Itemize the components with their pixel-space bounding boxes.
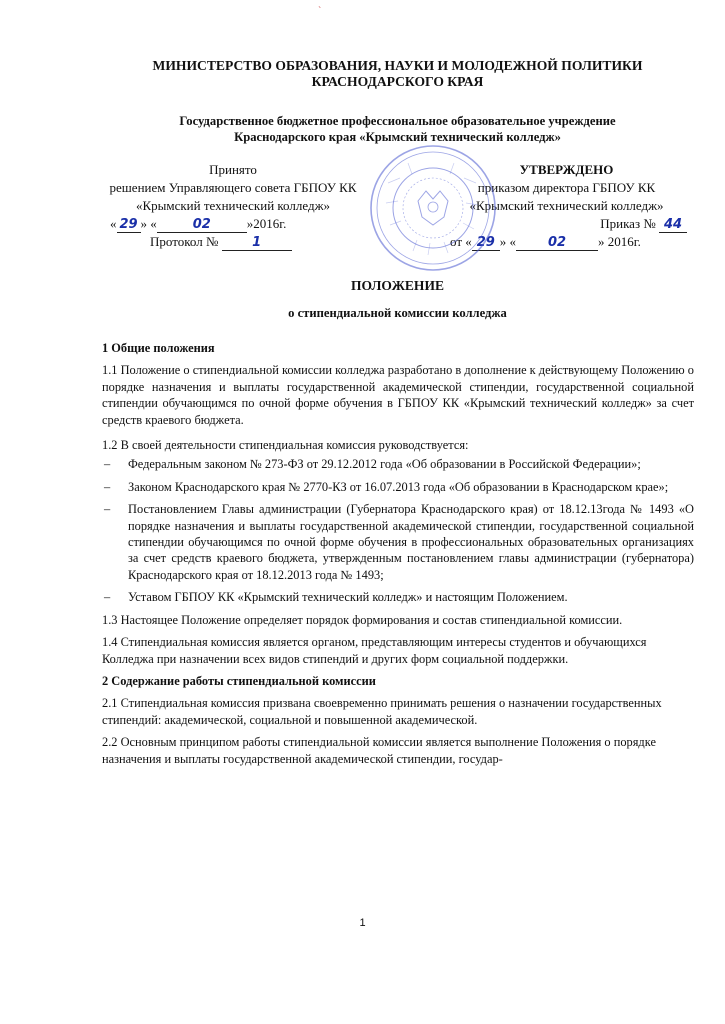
ministry-line-1: МИНИСТЕРСТВО ОБРАЗОВАНИЯ, НАУКИ И МОЛОДЕЖНОЙ ПОЛИТИКИ bbox=[152, 58, 643, 73]
order-label: Приказ № bbox=[600, 216, 656, 231]
institution-header bbox=[100, 113, 695, 145]
document-subtitle: о стипендиальной комиссии колледжа bbox=[288, 306, 507, 320]
scan-mark: ` bbox=[318, 6, 322, 17]
list-item: – Постановлением Главы администрации (Губернатора Краснодарского края) от 18.12.13года № 1493 «О порядке назначения и выплаты государственной академической стипендии, государственной социальной стипендии обучающимся по очной форме обучения в профессиональных образовательных организациях за счет средств краевого бюджета, утвержденным постановлением главы администрации (губернатора) Краснодарского края от 18.12.2013 года № 1493; bbox=[102, 501, 694, 583]
document-title: ПОЛОЖЕНИЕ bbox=[351, 278, 444, 293]
approved-line-2: «Крымский технический колледж» bbox=[469, 198, 664, 213]
approved-month: 02 bbox=[516, 235, 598, 251]
accepted-block bbox=[108, 161, 358, 251]
paragraph-1-2: 1.2 В своей деятельности стипендиальная комиссия руководствуется: bbox=[102, 438, 469, 453]
accepted-month: 02 bbox=[157, 217, 247, 233]
section-2-title: 2 Содержание работы стипендиальной комиссии bbox=[102, 673, 376, 688]
protocol-line bbox=[108, 233, 358, 251]
ministry-header bbox=[100, 58, 695, 90]
protocol-number: 1 bbox=[222, 235, 292, 251]
accepted-line-2: «Крымский технический колледж» bbox=[135, 198, 331, 213]
approved-date: от « 29 » « 02 » 2016г. bbox=[450, 234, 641, 250]
accepted-line-1: решением Управляющего совета ГБПОУ КК bbox=[109, 180, 357, 195]
document-body bbox=[102, 340, 694, 767]
page-number: 1 bbox=[359, 917, 366, 929]
approved-title: УТВЕРЖДЕНО bbox=[519, 162, 614, 177]
order-number: 44 bbox=[659, 217, 687, 233]
protocol-label: Протокол № bbox=[150, 234, 219, 249]
ministry-line-2: КРАСНОДАРСКОГО КРАЯ bbox=[311, 74, 484, 89]
paragraph-2-1: 2.1 Стипендиальная комиссия призвана своевременно принимать решения о назначении государственных стипендий: академической, социальной и повышенной академической. bbox=[102, 696, 662, 727]
paragraph-1-3: 1.3 Настоящее Положение определяет порядок формирования и состав стипендиальной комиссии. bbox=[102, 612, 623, 627]
approved-day: 29 bbox=[472, 235, 500, 251]
list-item: – Федеральным законом № 273-ФЗ от 29.12.2012 года «Об образовании в Российской Федерации»; bbox=[102, 456, 694, 472]
paragraph-1-4: 1.4 Стипендиальная комиссия является органом, представляющим интересы студентов и обучающихся Колледжа при назначении всех видов стипендий и других форм социальной поддержки. bbox=[102, 635, 647, 666]
institution-line-1: Государственное бюджетное профессиональное образовательное учреждение bbox=[179, 114, 616, 128]
list-item: – Уставом ГБПОУ КК «Крымский технический колледж» и настоящим Положением. bbox=[102, 589, 694, 605]
list-item: – Законом Краснодарского края № 2770-КЗ от 16.07.2013 года «Об образовании в Краснодарском крае»; bbox=[102, 479, 694, 495]
institution-line-2: Краснодарского края «Крымский технический колледж» bbox=[234, 130, 561, 144]
section-1-title: 1 Общие положения bbox=[102, 341, 215, 355]
paragraph-1-1: 1.1 Положение о стипендиальной комиссии колледжа разработано в дополнение к действующему Положению о порядке назначения и выплаты государственной академической стипендии, государственной социальной стипендии обучающимся по очной форме обучения в ГБПОУ КК «Крымский технический колледж» за счет средств краевого бюджета. bbox=[102, 363, 694, 427]
legal-basis-list bbox=[102, 456, 694, 605]
approved-line-1: приказом директора ГБПОУ КК bbox=[477, 180, 656, 195]
official-seal-stamp bbox=[368, 143, 498, 273]
accepted-title: Принято bbox=[209, 162, 257, 177]
accepted-day: 29 bbox=[117, 217, 141, 233]
accepted-date: « 29 » « 02 »2016г. bbox=[110, 216, 287, 232]
paragraph-2-2: 2.2 Основным принципом работы стипендиальной комиссии является выполнение Положения о порядке назначения и выплаты государственной академической стипендии, государ- bbox=[102, 735, 656, 766]
